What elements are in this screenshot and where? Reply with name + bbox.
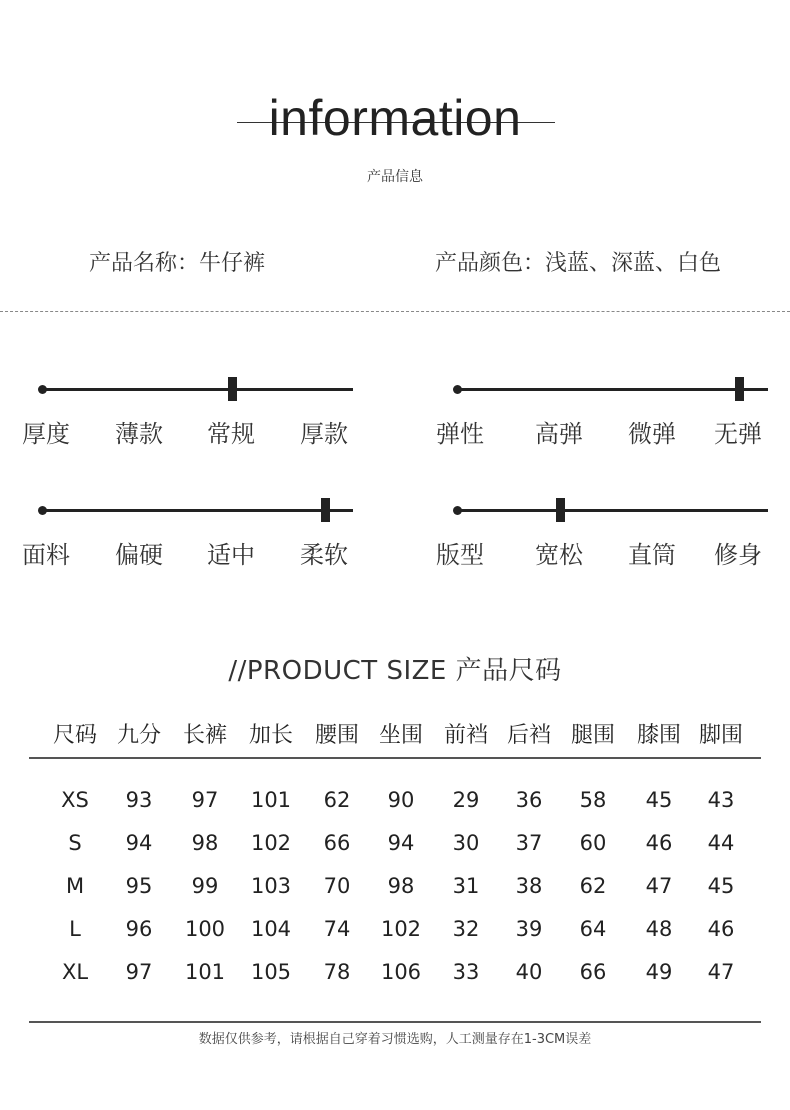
scale-label: 弹性	[436, 420, 484, 448]
table-cell: 98	[191, 831, 219, 855]
scale-option: 柔软	[300, 541, 348, 569]
table-cell: 99	[191, 874, 219, 898]
table-cell: 97	[191, 788, 219, 812]
table-cell: 48	[645, 917, 673, 941]
table-cell: 39	[515, 917, 543, 941]
table-cell: 101	[184, 960, 226, 984]
table-header-cell: 腿围	[570, 723, 615, 748]
table-header-rule	[29, 757, 761, 759]
product-colors: 产品颜色：浅蓝、深蓝、白色	[435, 251, 722, 276]
size-label-cell: XL	[61, 960, 89, 984]
scale-option: 薄款	[115, 420, 163, 448]
scale-option: 适中	[207, 541, 255, 569]
size-label-cell: M	[65, 874, 85, 898]
table-header-cell: 长裤	[182, 723, 227, 748]
table-cell: 74	[323, 917, 351, 941]
table-header-cell: 后裆	[506, 723, 551, 748]
scale-marker	[228, 377, 237, 401]
table-cell: 32	[452, 917, 480, 941]
table-header-cell: 腰围	[314, 723, 359, 748]
table-cell: 29	[452, 788, 480, 812]
scale-option: 常规	[207, 420, 255, 448]
table-cell: 104	[250, 917, 292, 941]
size-label-cell: L	[69, 917, 81, 941]
scale-marker	[556, 498, 565, 522]
scale-track	[42, 509, 353, 512]
table-bottom-rule	[29, 1021, 761, 1023]
section-divider	[0, 311, 790, 312]
scale-track	[457, 509, 768, 512]
scale-track	[42, 388, 353, 391]
table-header-cell: 膝围	[636, 723, 681, 748]
table-header-cell: 加长	[248, 723, 293, 748]
table-cell: 49	[645, 960, 673, 984]
table-cell: 45	[707, 874, 735, 898]
scale-marker	[321, 498, 330, 522]
scale-option: 修身	[714, 541, 762, 569]
table-cell: 64	[579, 917, 607, 941]
table-cell: 46	[645, 831, 673, 855]
table-cell: 100	[184, 917, 226, 941]
table-header-cell: 脚围	[698, 723, 743, 748]
scale-start-dot	[38, 506, 47, 515]
size-section-title: //PRODUCT SIZE 产品尺码	[228, 656, 562, 686]
scale-option: 高弹	[535, 420, 583, 448]
size-label-cell: XS	[61, 788, 89, 812]
table-cell: 93	[125, 788, 153, 812]
page-title: information	[268, 90, 522, 146]
scale-start-dot	[453, 506, 462, 515]
scale-start-dot	[38, 385, 47, 394]
table-cell: 90	[387, 788, 415, 812]
table-header-cell: 尺码	[52, 723, 97, 748]
table-header-cell: 前裆	[443, 723, 488, 748]
scale-label: 面料	[22, 541, 70, 569]
table-cell: 44	[707, 831, 735, 855]
table-cell: 47	[707, 960, 735, 984]
scale-track	[457, 388, 768, 391]
scale-marker	[735, 377, 744, 401]
scale-option: 微弹	[628, 420, 676, 448]
table-header-cell: 坐围	[378, 723, 423, 748]
scale-label: 厚度	[22, 420, 70, 448]
table-cell: 60	[579, 831, 607, 855]
table-cell: 43	[707, 788, 735, 812]
table-cell: 31	[452, 874, 480, 898]
table-cell: 94	[387, 831, 415, 855]
table-cell: 45	[645, 788, 673, 812]
table-cell: 33	[452, 960, 480, 984]
scale-label: 版型	[436, 541, 484, 569]
scale-start-dot	[453, 385, 462, 394]
table-cell: 36	[515, 788, 543, 812]
table-cell: 46	[707, 917, 735, 941]
table-cell: 96	[125, 917, 153, 941]
table-cell: 38	[515, 874, 543, 898]
table-cell: 103	[250, 874, 292, 898]
size-label-cell: S	[68, 831, 82, 855]
measurement-note: 数据仅供参考，请根据自己穿着习惯选购，人工测量存在1-3CM误差	[198, 1032, 592, 1047]
table-cell: 62	[579, 874, 607, 898]
table-cell: 101	[250, 788, 292, 812]
table-cell: 37	[515, 831, 543, 855]
table-cell: 58	[579, 788, 607, 812]
table-cell: 102	[250, 831, 292, 855]
table-cell: 102	[380, 917, 422, 941]
table-cell: 97	[125, 960, 153, 984]
table-cell: 106	[380, 960, 422, 984]
scale-option: 无弹	[714, 420, 762, 448]
table-header-cell: 九分	[116, 723, 161, 748]
scale-option: 宽松	[535, 541, 583, 569]
table-cell: 98	[387, 874, 415, 898]
table-cell: 30	[452, 831, 480, 855]
table-cell: 78	[323, 960, 351, 984]
product-name: 产品名称：牛仔裤	[89, 251, 266, 276]
table-cell: 66	[323, 831, 351, 855]
table-cell: 66	[579, 960, 607, 984]
table-cell: 105	[250, 960, 292, 984]
table-cell: 40	[515, 960, 543, 984]
table-cell: 95	[125, 874, 153, 898]
table-cell: 47	[645, 874, 673, 898]
scale-option: 偏硬	[115, 541, 163, 569]
table-cell: 70	[323, 874, 351, 898]
scale-option: 厚款	[300, 420, 348, 448]
page-subtitle: 产品信息	[367, 169, 423, 185]
table-cell: 62	[323, 788, 351, 812]
table-cell: 94	[125, 831, 153, 855]
scale-option: 直筒	[628, 541, 676, 569]
